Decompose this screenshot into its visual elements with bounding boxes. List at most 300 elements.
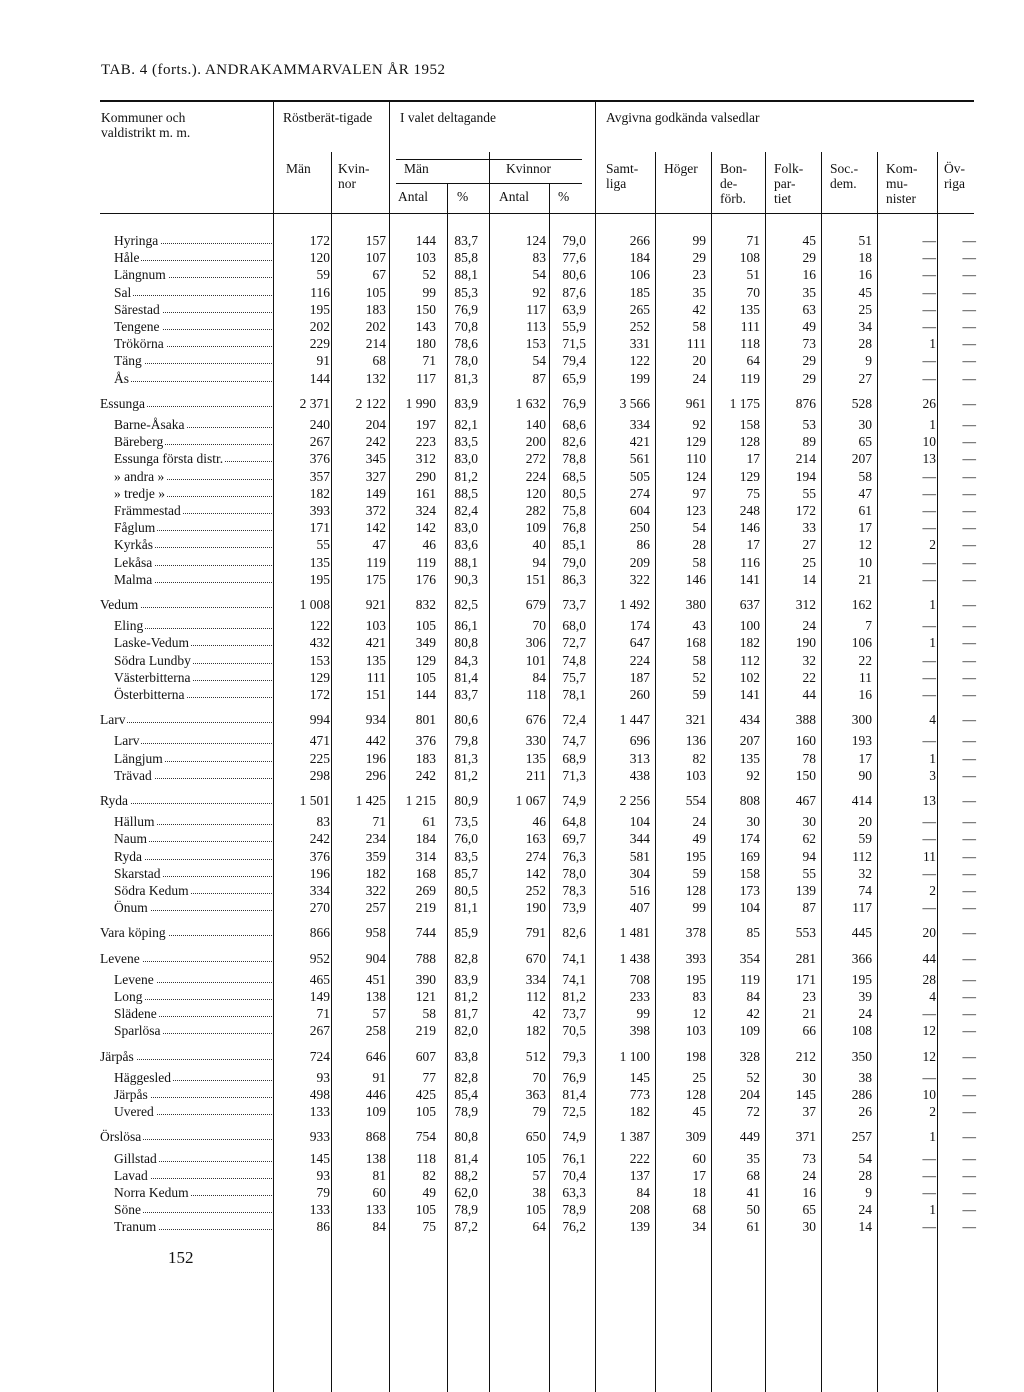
table-cell: 66 bbox=[802, 1023, 816, 1039]
table-cell: 252 bbox=[629, 319, 650, 334]
table-cell: 89 bbox=[802, 434, 816, 450]
row-label bbox=[114, 284, 272, 301]
table-cell: 100 bbox=[739, 618, 760, 634]
table-cell: 35 bbox=[802, 284, 816, 300]
table-cell: 72,5 bbox=[562, 1104, 586, 1120]
table-cell: 298 bbox=[309, 767, 330, 783]
table-cell: — bbox=[962, 597, 976, 612]
table-cell: 87,2 bbox=[454, 1219, 478, 1235]
row-label-text: Lavad bbox=[114, 1167, 148, 1183]
table-cell: 2 256 bbox=[619, 793, 650, 808]
table-cell: 38 bbox=[532, 1185, 546, 1200]
table-cell: 1 bbox=[929, 417, 936, 432]
row-label-text: Malma bbox=[114, 571, 153, 587]
row-label bbox=[114, 686, 272, 703]
table-cell: 272 bbox=[525, 451, 546, 467]
table-cell: 47 bbox=[372, 537, 386, 553]
table-cell: 349 bbox=[415, 635, 436, 651]
row-label-text: Fåglum bbox=[114, 520, 156, 536]
table-cell: 174 bbox=[629, 618, 650, 634]
table-cell: 85,7 bbox=[454, 865, 478, 881]
table-cell: — bbox=[962, 635, 976, 651]
table-cell: 157 bbox=[365, 233, 386, 248]
table-cell: 99 bbox=[692, 233, 706, 248]
table-cell: 322 bbox=[365, 883, 386, 898]
table-cell: — bbox=[962, 750, 976, 766]
table-cell: 93 bbox=[316, 1069, 330, 1085]
table-cell: 313 bbox=[629, 750, 650, 766]
table-cell: 832 bbox=[415, 597, 436, 612]
table-row bbox=[100, 554, 976, 571]
table-cell: 42 bbox=[532, 1006, 546, 1022]
table-cell: 82 bbox=[692, 750, 706, 766]
table-row bbox=[100, 284, 976, 301]
table-cell: — bbox=[962, 233, 976, 248]
table-cell: — bbox=[922, 233, 936, 248]
table-cell: 242 bbox=[309, 831, 330, 847]
table-cell: 24 bbox=[802, 1167, 816, 1183]
table-cell: 81,4 bbox=[454, 669, 478, 685]
table-cell: 190 bbox=[525, 900, 546, 916]
table-cell: 2 bbox=[929, 883, 936, 898]
header-ovriga: Öv-riga bbox=[944, 161, 965, 191]
row-label bbox=[100, 1048, 272, 1065]
table-cell: — bbox=[962, 1167, 976, 1183]
table-cell: 73 bbox=[802, 336, 816, 352]
table-cell: — bbox=[962, 503, 976, 518]
table-cell: 554 bbox=[685, 793, 706, 808]
table-cell: 3 bbox=[929, 767, 936, 783]
table-cell: — bbox=[962, 989, 976, 1004]
table-cell: 59 bbox=[858, 831, 872, 847]
table-cell: 78 bbox=[802, 750, 816, 766]
table-row bbox=[100, 634, 976, 651]
table-cell: 1 bbox=[929, 1129, 936, 1145]
table-cell: 64 bbox=[746, 353, 760, 369]
table-cell: — bbox=[922, 900, 936, 916]
row-label-text: Västerbitterna bbox=[114, 669, 191, 685]
table-row bbox=[100, 1184, 976, 1201]
table-cell: 242 bbox=[365, 434, 386, 450]
row-label-text: Tranum bbox=[114, 1219, 157, 1235]
table-cell: 724 bbox=[309, 1048, 330, 1064]
table-cell: 143 bbox=[415, 319, 436, 334]
table-cell: 76,2 bbox=[562, 1219, 586, 1235]
table-row bbox=[100, 988, 976, 1005]
row-label-text: Sparlösa bbox=[114, 1023, 161, 1039]
table-cell: 17 bbox=[746, 537, 760, 553]
table-cell: 516 bbox=[629, 883, 650, 898]
table-cell: 18 bbox=[692, 1185, 706, 1200]
table-cell: 133 bbox=[309, 1202, 330, 1218]
table-cell: 135 bbox=[525, 750, 546, 766]
table-cell: 47 bbox=[858, 485, 872, 501]
table-cell: 74,7 bbox=[562, 733, 586, 749]
table-cell: 50 bbox=[746, 1202, 760, 1218]
table-row bbox=[100, 1128, 976, 1145]
table-cell: 58 bbox=[858, 468, 872, 484]
row-label bbox=[114, 865, 272, 882]
table-cell: 314 bbox=[415, 848, 436, 864]
table-cell: 120 bbox=[525, 485, 546, 501]
row-label-text: Ryda bbox=[114, 848, 142, 864]
table-cell: 25 bbox=[692, 1069, 706, 1085]
table-cell: 109 bbox=[525, 520, 546, 536]
header-man: Män bbox=[286, 161, 311, 176]
table-cell: 81 bbox=[372, 1167, 386, 1183]
table-cell: 390 bbox=[415, 971, 436, 987]
table-cell: 103 bbox=[415, 250, 436, 266]
table-cell: 45 bbox=[802, 233, 816, 248]
table-cell: 868 bbox=[365, 1129, 386, 1145]
table-cell: — bbox=[962, 950, 976, 966]
table-cell: 345 bbox=[365, 451, 386, 467]
table-cell: 86,3 bbox=[562, 571, 586, 587]
table-cell: 330 bbox=[525, 733, 546, 749]
table-cell: 135 bbox=[309, 554, 330, 570]
table-cell: 54 bbox=[532, 267, 546, 283]
table-cell: — bbox=[962, 814, 976, 830]
table-cell: 74,1 bbox=[562, 971, 586, 987]
table-cell: — bbox=[962, 1185, 976, 1200]
table-cell: 120 bbox=[309, 250, 330, 266]
table-cell: — bbox=[962, 1087, 976, 1102]
table-cell: 204 bbox=[365, 417, 386, 432]
table-cell: 78,0 bbox=[454, 353, 478, 369]
table-cell: 128 bbox=[739, 434, 760, 450]
table-cell: 84,3 bbox=[454, 652, 478, 668]
table-cell: 83 bbox=[532, 250, 546, 266]
row-label-text: Längnum bbox=[114, 267, 166, 283]
table-cell: — bbox=[962, 520, 976, 536]
table-cell: 122 bbox=[309, 618, 330, 634]
table-cell: 61 bbox=[746, 1219, 760, 1235]
table-cell: 144 bbox=[415, 233, 436, 248]
table-cell: 119 bbox=[416, 554, 436, 570]
table-cell: 85,4 bbox=[454, 1087, 478, 1102]
header-socdem: Soc.-dem. bbox=[830, 161, 859, 191]
table-cell: 29 bbox=[802, 250, 816, 266]
table-cell: 94 bbox=[802, 848, 816, 864]
table-cell: 193 bbox=[851, 733, 872, 749]
table-row bbox=[100, 882, 976, 899]
table-cell: 68,9 bbox=[562, 750, 586, 766]
table-cell: 32 bbox=[802, 652, 816, 668]
table-cell: 344 bbox=[629, 831, 650, 847]
table-cell: 88,2 bbox=[454, 1167, 478, 1183]
table-cell: 10 bbox=[922, 1087, 936, 1102]
row-label bbox=[114, 536, 272, 553]
table-cell: 145 bbox=[629, 1069, 650, 1085]
table-cell: 200 bbox=[525, 434, 546, 450]
table-cell: 64 bbox=[532, 1219, 546, 1235]
row-label-text: Slädene bbox=[114, 1006, 157, 1022]
table-cell: 79,0 bbox=[562, 233, 586, 248]
table-cell: 146 bbox=[685, 571, 706, 587]
table-row bbox=[100, 395, 976, 412]
table-cell: 79,4 bbox=[562, 353, 586, 369]
table-cell: 363 bbox=[525, 1087, 546, 1102]
table-cell: 103 bbox=[685, 1023, 706, 1039]
table-cell: 207 bbox=[739, 733, 760, 749]
table-cell: 27 bbox=[858, 370, 872, 386]
table-cell: 111 bbox=[740, 319, 760, 334]
row-label bbox=[114, 571, 272, 588]
table-cell: 199 bbox=[629, 370, 650, 386]
table-cell: 209 bbox=[629, 554, 650, 570]
row-label-text: Larv bbox=[100, 712, 126, 728]
table-row bbox=[100, 1022, 976, 1039]
table-cell: 160 bbox=[795, 733, 816, 749]
row-label bbox=[114, 232, 272, 249]
table-cell: 4 bbox=[929, 712, 936, 728]
table-cell: 1 bbox=[929, 336, 936, 352]
table-cell: — bbox=[962, 733, 976, 749]
table-cell: 168 bbox=[685, 635, 706, 651]
table-cell: 78,0 bbox=[562, 865, 586, 881]
table-cell: 68 bbox=[746, 1167, 760, 1183]
table-cell: — bbox=[962, 571, 976, 587]
table-cell: 465 bbox=[309, 971, 330, 987]
table-cell: 234 bbox=[365, 831, 386, 847]
table-cell: 90,3 bbox=[454, 571, 478, 587]
table-cell: — bbox=[962, 925, 976, 941]
table-cell: 60 bbox=[692, 1150, 706, 1166]
table-cell: 83,0 bbox=[454, 520, 478, 536]
table-cell: 13 bbox=[922, 451, 936, 467]
table-cell: 68 bbox=[692, 1202, 706, 1218]
table-cell: 958 bbox=[365, 925, 386, 941]
table-cell: 105 bbox=[525, 1150, 546, 1166]
table-cell: 17 bbox=[692, 1167, 706, 1183]
table-cell: 29 bbox=[802, 353, 816, 369]
table-cell: 82,6 bbox=[562, 925, 586, 941]
table-cell: 60 bbox=[372, 1185, 386, 1200]
table-cell: 1 bbox=[929, 1202, 936, 1218]
table-cell: 61 bbox=[422, 814, 436, 830]
table-cell: 388 bbox=[795, 712, 816, 728]
header-samtliga: Samt-liga bbox=[606, 161, 639, 191]
table-cell: 79,8 bbox=[454, 733, 478, 749]
row-label bbox=[114, 848, 272, 865]
table-cell: 446 bbox=[365, 1087, 386, 1102]
table-cell: 324 bbox=[415, 503, 436, 518]
table-cell: — bbox=[922, 733, 936, 749]
table-cell: — bbox=[962, 1023, 976, 1039]
table-cell: 225 bbox=[309, 750, 330, 766]
table-cell: 197 bbox=[415, 417, 436, 432]
table-cell: 14 bbox=[858, 1219, 872, 1235]
table-cell: 30 bbox=[802, 814, 816, 830]
table-cell: 202 bbox=[365, 319, 386, 334]
table-cell: 77 bbox=[422, 1069, 436, 1085]
table-cell: 163 bbox=[525, 831, 546, 847]
table-cell: 75,8 bbox=[562, 503, 586, 518]
table-cell: 71,5 bbox=[562, 336, 586, 352]
row-label-text: Särestad bbox=[114, 301, 160, 317]
row-label bbox=[114, 1150, 272, 1167]
table-cell: 182 bbox=[365, 865, 386, 881]
table-cell: 1 481 bbox=[619, 925, 650, 941]
header-pct-kvinnor: % bbox=[558, 189, 570, 204]
table-cell: 87 bbox=[802, 900, 816, 916]
table-cell: 312 bbox=[795, 597, 816, 612]
table-cell: 55 bbox=[802, 865, 816, 881]
table-cell: 180 bbox=[415, 336, 436, 352]
table-cell: 182 bbox=[629, 1104, 650, 1120]
table-cell: 83,7 bbox=[454, 233, 478, 248]
header-rostberattigade: Röstberät-tigade bbox=[283, 110, 373, 125]
table-cell: 876 bbox=[795, 395, 816, 411]
table-row bbox=[100, 596, 976, 613]
table-cell: — bbox=[962, 1219, 976, 1235]
table-cell: 32 bbox=[858, 865, 872, 881]
table-cell: — bbox=[922, 485, 936, 501]
row-label bbox=[114, 1103, 272, 1120]
table-cell: 10 bbox=[922, 434, 936, 450]
table-cell: 269 bbox=[415, 883, 436, 898]
page-number: 152 bbox=[168, 1248, 194, 1267]
table-cell: 75 bbox=[422, 1219, 436, 1235]
row-label bbox=[100, 596, 272, 613]
row-label bbox=[114, 450, 272, 467]
table-cell: 83,0 bbox=[454, 451, 478, 467]
table-cell: 106 bbox=[629, 267, 650, 283]
table-row bbox=[100, 899, 976, 916]
table-cell: 17 bbox=[858, 750, 872, 766]
row-label bbox=[114, 468, 272, 485]
table-cell: 150 bbox=[795, 767, 816, 783]
table-cell: 62 bbox=[802, 831, 816, 847]
row-label bbox=[114, 899, 272, 916]
table-cell: — bbox=[962, 370, 976, 386]
table-cell: 80,5 bbox=[562, 485, 586, 501]
table-cell: 334 bbox=[525, 971, 546, 987]
row-label-text: Larv bbox=[114, 733, 140, 749]
header-folkpartiet: Folk-par-tiet bbox=[774, 161, 804, 206]
table-cell: 33 bbox=[802, 520, 816, 536]
table-cell: 118 bbox=[740, 336, 760, 352]
table-cell: 84 bbox=[636, 1185, 650, 1200]
table-cell: 78,9 bbox=[562, 1202, 586, 1218]
table-cell: 17 bbox=[858, 520, 872, 536]
row-label bbox=[114, 266, 272, 283]
header-antal-man: Antal bbox=[398, 189, 428, 204]
table-cell: — bbox=[962, 417, 976, 432]
table-cell: 224 bbox=[629, 652, 650, 668]
table-cell: 175 bbox=[365, 571, 386, 587]
row-label-text: Norra Kedum bbox=[114, 1185, 189, 1200]
table-cell: 133 bbox=[309, 1104, 330, 1120]
table-cell: 219 bbox=[415, 1023, 436, 1039]
table-cell: 281 bbox=[795, 950, 816, 966]
table-cell: 93 bbox=[316, 1167, 330, 1183]
table-cell: 144 bbox=[309, 370, 330, 386]
table-cell: — bbox=[962, 1129, 976, 1145]
row-label bbox=[114, 652, 272, 669]
table-cell: 282 bbox=[525, 503, 546, 518]
table-cell: 172 bbox=[309, 233, 330, 248]
table-cell: 182 bbox=[525, 1023, 546, 1039]
header-kvinnor: Kvinnor bbox=[506, 161, 551, 176]
table-cell: 20 bbox=[858, 814, 872, 830]
table-cell: 82,8 bbox=[454, 950, 478, 966]
row-label bbox=[114, 813, 272, 830]
table-cell: 12 bbox=[692, 1006, 706, 1022]
table-cell: 300 bbox=[851, 712, 872, 728]
row-label-text: » andra » bbox=[114, 468, 165, 484]
table-cell: 183 bbox=[365, 301, 386, 317]
table-cell: 44 bbox=[922, 950, 936, 966]
table-cell: — bbox=[962, 554, 976, 570]
row-label-text: Örslösa bbox=[100, 1129, 142, 1145]
table-cell: 202 bbox=[309, 319, 330, 334]
table-cell: 49 bbox=[422, 1185, 436, 1200]
table-cell: 791 bbox=[525, 925, 546, 941]
table-cell: — bbox=[922, 1167, 936, 1183]
table-cell: 212 bbox=[795, 1048, 816, 1064]
header-bottom-rule bbox=[100, 213, 974, 214]
table-cell: 2 371 bbox=[299, 395, 330, 411]
table-cell: 109 bbox=[365, 1104, 386, 1120]
table-cell: 61 bbox=[858, 503, 872, 518]
row-label-text: Naum bbox=[114, 831, 147, 847]
table-row bbox=[100, 813, 976, 830]
table-cell: — bbox=[962, 1069, 976, 1085]
row-label bbox=[114, 335, 272, 352]
table-cell: 372 bbox=[365, 503, 386, 518]
table-cell: 553 bbox=[795, 925, 816, 941]
table-row bbox=[100, 1048, 976, 1065]
table-row bbox=[100, 301, 976, 318]
table-cell: — bbox=[922, 814, 936, 830]
table-row bbox=[100, 1218, 976, 1235]
table-cell: 73 bbox=[802, 1150, 816, 1166]
table-cell: 195 bbox=[309, 301, 330, 317]
table-cell: 111 bbox=[366, 669, 386, 685]
table-cell: 171 bbox=[795, 971, 816, 987]
table-cell: 183 bbox=[415, 750, 436, 766]
row-label-text: Trävad bbox=[114, 767, 152, 783]
row-label-text: Vedum bbox=[100, 597, 139, 612]
table-cell: 9 bbox=[865, 353, 872, 369]
table-cell: 359 bbox=[365, 848, 386, 864]
table-cell: — bbox=[922, 319, 936, 334]
table-cell: 82,5 bbox=[454, 597, 478, 612]
table-cell: 34 bbox=[858, 319, 872, 334]
table-cell: 92 bbox=[532, 284, 546, 300]
table-cell: 26 bbox=[858, 1104, 872, 1120]
table-cell: 106 bbox=[851, 635, 872, 651]
table-cell: — bbox=[962, 687, 976, 702]
table-cell: 45 bbox=[692, 1104, 706, 1120]
table-cell: 801 bbox=[415, 712, 436, 728]
row-label bbox=[114, 971, 272, 988]
table-cell: 84 bbox=[746, 989, 760, 1004]
table-cell: 64,8 bbox=[562, 814, 586, 830]
header-avgivna: Avgivna godkända valsedlar bbox=[606, 110, 760, 125]
table-cell: 187 bbox=[629, 669, 650, 685]
table-cell: 21 bbox=[802, 1006, 816, 1022]
table-cell: 24 bbox=[692, 814, 706, 830]
table-cell: 81,2 bbox=[454, 767, 478, 783]
table-cell: 195 bbox=[685, 971, 706, 987]
table-cell: 151 bbox=[365, 687, 386, 702]
table-cell: 78,9 bbox=[454, 1104, 478, 1120]
table-cell: 1 bbox=[929, 597, 936, 612]
table-cell: 54 bbox=[692, 520, 706, 536]
table-cell: 141 bbox=[739, 687, 760, 702]
